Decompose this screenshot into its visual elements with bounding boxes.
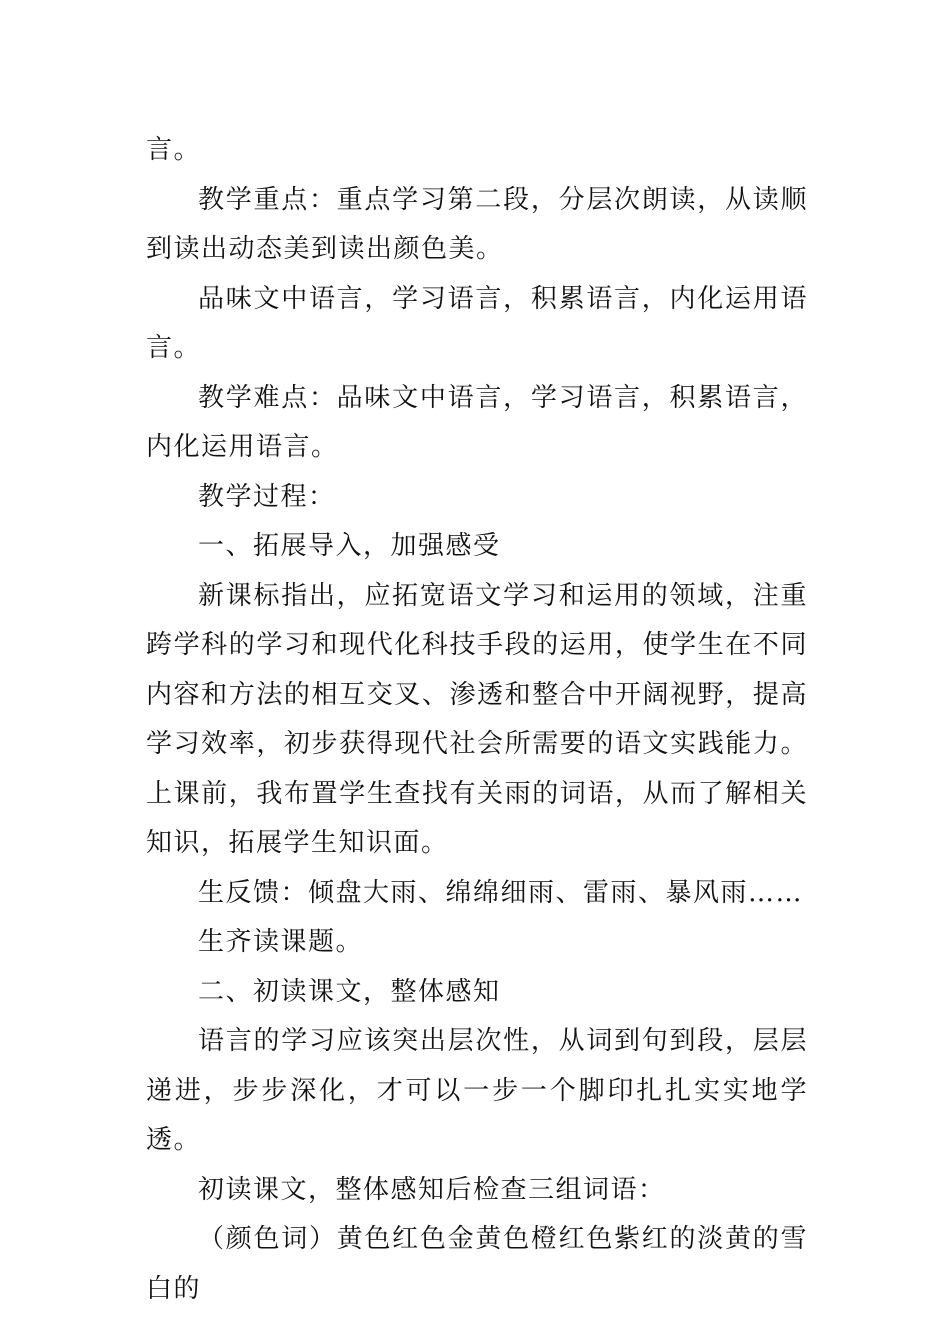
paragraph: 教学难点：品味文中语言，学习语言，积累语言，内化运用语言。: [146, 382, 808, 462]
paragraph: 言。: [146, 135, 202, 165]
section-heading: 二、初读课文，整体感知: [198, 976, 501, 1007]
paragraph: 新课标指出，应拓宽语文学习和运用的领域，注重跨学科的学习和现代化科技手段的运用，使学生在不同内容和方法的相互交叉、渗透和整合中开阔视野，提高学习效率，初步获得现代社会所需要的语文实践能力。上课前，我布置学生查找有关雨的词语，从而了解相关知识，拓展学生知识面。: [146, 580, 808, 858]
paragraph: 教学过程：: [198, 481, 336, 512]
paragraph: 教学重点：重点学习第二段，分层次朗读，从读顺到读出动态美到读出颜色美。: [146, 184, 808, 264]
paragraph: 语言的学习应该突出层次性，从词到句到段，层层递进，步步深化，才可以一步一个脚印扎扎实实地学透。: [146, 1026, 808, 1155]
paragraph: 品味文中语言，学习语言，积累语言，内化运用语言。: [146, 283, 808, 363]
document-body: [146, 126, 808, 1314]
section-heading: 一、拓展导入，加强感受: [198, 531, 501, 561]
paragraph: （颜色词）黄色红色金黄色橙红色紫红的淡黄的雪白的: [146, 1224, 808, 1304]
paragraph: 初读课文，整体感知后检查三组词语：: [198, 1174, 666, 1205]
paragraph: 生齐读课题。: [198, 927, 364, 957]
paragraph: 生反馈：倾盘大雨、绵绵细雨、雷雨、暴风雨……: [198, 877, 804, 908]
